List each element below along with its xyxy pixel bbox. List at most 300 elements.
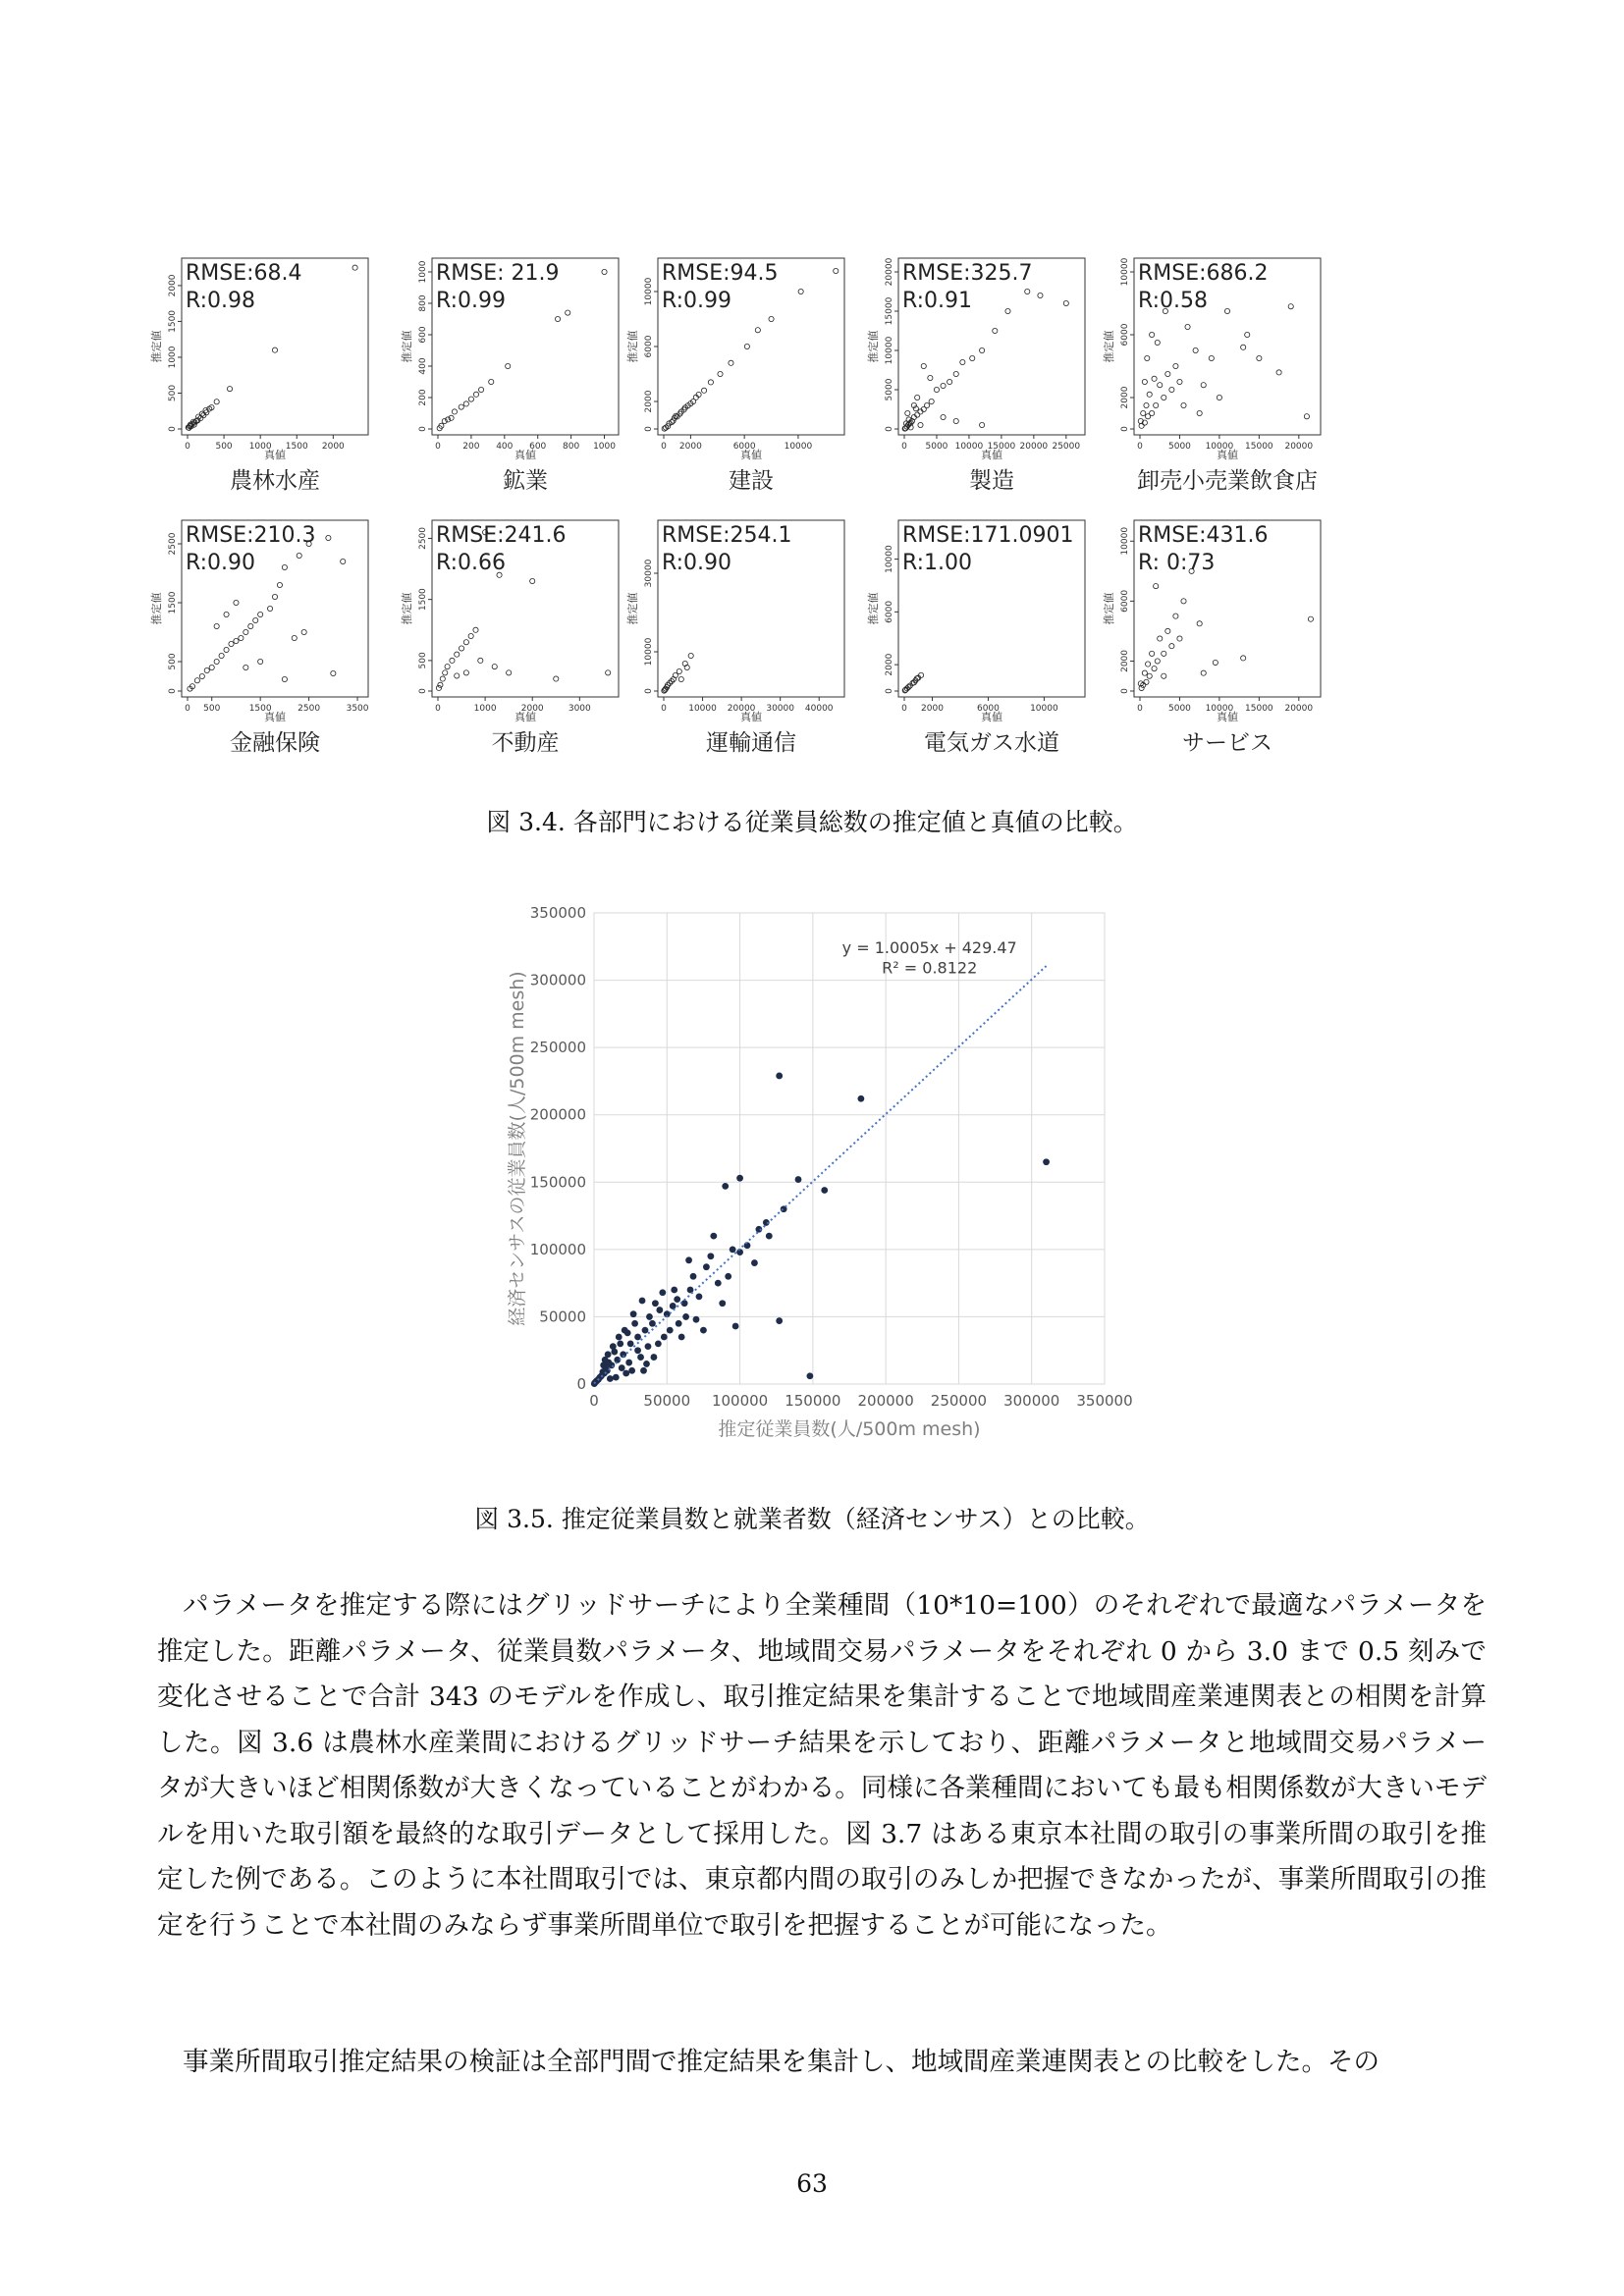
y-tick-label: 1500 (168, 591, 178, 614)
data-point (1201, 670, 1206, 675)
figure-3-5-caption: 図 3.5. 推定従業員数と就業者数（経済センサス）との比較。 (474, 1505, 1150, 1533)
y-tick-label: 150000 (529, 1173, 586, 1192)
data-point (980, 347, 985, 352)
data-point (1162, 651, 1166, 656)
data-point (214, 400, 219, 404)
data-point (857, 1095, 864, 1102)
data-point (1165, 628, 1170, 633)
x-tick-label: 0 (435, 704, 441, 714)
data-point (623, 1370, 629, 1377)
data-point (566, 310, 570, 315)
y-tick-label: 2500 (418, 526, 428, 550)
data-point (690, 1273, 697, 1280)
data-point (678, 676, 683, 681)
data-point (326, 535, 331, 540)
scatter-panel-2 (400, 258, 619, 494)
x-tick-label: 3000 (568, 704, 591, 714)
y-axis-label: 推定値 (401, 592, 413, 625)
data-point (282, 564, 287, 569)
y-tick-label: 2000 (1120, 386, 1130, 409)
data-point (1201, 383, 1206, 388)
x-tick-label: 0 (661, 704, 667, 714)
data-point (1152, 666, 1157, 670)
x-tick-label: 500 (215, 442, 233, 452)
x-tick-label: 1000 (593, 442, 616, 452)
data-point (258, 659, 263, 664)
x-tick-label: 1500 (248, 704, 272, 714)
data-point (659, 1289, 666, 1296)
scatter-panel-3 (625, 258, 844, 494)
data-point (1165, 371, 1170, 376)
y-tick-label: 1000 (418, 260, 428, 284)
x-axis-label: 真値 (264, 449, 286, 461)
data-point (607, 1375, 614, 1382)
r-label: R:0.98 (186, 289, 256, 313)
x-tick-label: 30000 (766, 704, 794, 714)
data-point (744, 344, 749, 348)
data-point (710, 1233, 717, 1240)
sector-label: 建設 (729, 468, 774, 494)
x-tick-label: 5000 (1168, 704, 1191, 714)
x-axis-label: 真値 (981, 711, 1002, 723)
data-point (555, 316, 560, 321)
data-point (445, 665, 450, 669)
y-tick-label: 1000 (168, 346, 178, 369)
data-point (1173, 614, 1178, 618)
x-tick-label: 200 (462, 442, 480, 452)
scatter-panel-8 (625, 520, 844, 756)
y-tick-label: 500 (418, 652, 428, 669)
data-point (769, 316, 774, 321)
y-tick-label: 0 (418, 688, 428, 694)
data-point (554, 676, 559, 681)
data-point (617, 1340, 623, 1347)
x-tick-label: 0 (901, 704, 907, 714)
x-tick-label: 10000 (1030, 704, 1058, 714)
scatter-panel-10 (1102, 520, 1321, 756)
data-point (656, 1307, 663, 1313)
data-point (1025, 289, 1030, 294)
data-point (438, 682, 443, 687)
data-point (1162, 395, 1166, 400)
sector-label: 農林水産 (230, 468, 320, 494)
data-point (227, 386, 232, 391)
data-point (1158, 383, 1163, 388)
data-point (272, 347, 277, 352)
x-tick-label: 0 (185, 704, 190, 714)
data-point (736, 1175, 743, 1182)
body-paragraph-1: パラメータを推定する際にはグリッドサーチにより全業種間（10*10=100）のそれぞれで最適なパラメータを推定した。距離パラメータ、従業員数パラメータ、地域間交易パラメータをそれぞれ 0 から 3.0 まで 0.5 刻みで変化させることで合計 343 のモデルを作成し、取引推定結果を集計することで地域間産業連関表との相関を計算した。図 3.6 は農林水産業間におけるグリッドサーチ結果を示しており、距離パラメータと地域間交易パラメータが大きいほど相関係数が大きくなっていることがわかる。同様に各業種間においても最も相関係数が大きいモデルを用いた取引額を最終的な取引データとして採用した。図 3.7 はある東京本社間の取引の事業所間の取引を推定した例である。このように本社間取引では、東京都内間の取引のみしか把握できなかったが、事業所間取引の推定を行うことで本社間のみならず事業所間単位で取引を把握することが可能になった。 (157, 1590, 1487, 1941)
y-tick-label: 20000 (885, 257, 894, 287)
data-point (934, 387, 939, 392)
x-tick-label: 600 (529, 442, 547, 452)
x-tick-label: 20000 (1284, 442, 1314, 452)
data-point (600, 1362, 607, 1368)
data-point (1197, 410, 1202, 415)
data-point (1043, 1158, 1050, 1165)
data-point (707, 1253, 714, 1259)
data-point (297, 553, 301, 558)
data-point (640, 1367, 647, 1374)
y-axis-label: 推定値 (1103, 592, 1115, 625)
x-tick-label: 10000 (954, 442, 984, 452)
data-point (1158, 636, 1163, 641)
data-point (622, 1327, 628, 1334)
x-tick-label: 10000 (784, 442, 813, 452)
x-tick-label: 150000 (785, 1392, 841, 1410)
r-label: R:0.90 (662, 551, 732, 575)
data-point (719, 1300, 726, 1307)
data-point (292, 635, 297, 640)
data-point (492, 665, 497, 669)
data-point (506, 363, 511, 368)
y-tick-label: 200000 (529, 1105, 586, 1124)
data-point (655, 1340, 662, 1347)
x-axis-label: 真値 (264, 711, 286, 723)
data-point (980, 422, 985, 427)
rmse-label: RMSE:686.2 (1138, 261, 1269, 286)
data-point (688, 653, 693, 658)
y-tick-label: 800 (418, 294, 428, 312)
data-point (1038, 293, 1043, 297)
x-tick-label: 20000 (727, 704, 756, 714)
x-tick-label: 15000 (987, 442, 1016, 452)
x-tick-label: 1500 (285, 442, 308, 452)
y-axis-label: 推定値 (150, 592, 163, 625)
y-tick-label: 2000 (168, 274, 178, 297)
x-tick-label: 10000 (688, 704, 717, 714)
sector-label: 製造 (969, 468, 1014, 494)
scatter-panel-5 (1102, 257, 1321, 494)
scatter-panel-4 (866, 257, 1085, 494)
rmse-label: RMSE:171.0901 (902, 523, 1074, 548)
data-point (1145, 662, 1150, 667)
x-tick-label: 500 (203, 704, 221, 714)
y-tick-label: 0 (644, 688, 654, 694)
y-tick-label: 0 (1120, 426, 1130, 432)
data-point (627, 1340, 634, 1347)
scatter-panel-9 (866, 520, 1085, 756)
r-label: R:0.99 (436, 289, 507, 313)
data-point (224, 647, 229, 652)
data-point (244, 629, 248, 634)
data-point (1147, 673, 1152, 678)
data-point (625, 1360, 632, 1366)
y-tick-label: 0 (885, 688, 894, 694)
data-point (199, 673, 204, 678)
data-point (301, 629, 306, 634)
y-tick-label: 50000 (539, 1308, 586, 1326)
data-point (1209, 355, 1214, 360)
data-point (463, 401, 468, 406)
rmse-label: RMSE: 21.9 (436, 261, 560, 286)
data-point (730, 1246, 736, 1253)
x-tick-label: 0 (1137, 704, 1143, 714)
y-tick-label: 6000 (1120, 323, 1130, 347)
data-point (722, 1183, 729, 1190)
x-tick-label: 2000 (520, 704, 544, 714)
data-point (821, 1187, 828, 1194)
data-point (1005, 308, 1010, 313)
y-tick-label: 10000 (1120, 526, 1130, 556)
y-tick-label: 10000 (644, 277, 654, 306)
data-point (643, 1361, 650, 1367)
data-point (1144, 679, 1149, 684)
data-point (1288, 304, 1293, 309)
x-tick-label: 20000 (1284, 704, 1314, 714)
data-point (628, 1367, 635, 1374)
data-point (602, 269, 607, 274)
data-point (696, 1293, 703, 1300)
x-tick-label: 2000 (678, 442, 702, 452)
data-point (1304, 414, 1309, 419)
data-point (436, 685, 441, 690)
y-axis-label: 推定値 (867, 592, 880, 625)
rmse-label: RMSE:431.6 (1138, 523, 1269, 548)
x-tick-label: 20000 (1019, 442, 1049, 452)
data-point (1224, 308, 1229, 313)
data-point (701, 388, 706, 393)
data-point (606, 670, 611, 675)
data-point (530, 578, 535, 583)
y-axis-title: 経済センサスの従業員数(人/500m mesh) (507, 971, 528, 1326)
sector-label: 金融保険 (230, 730, 320, 756)
y-tick-label: 10000 (885, 336, 894, 365)
data-point (253, 617, 258, 622)
data-point (272, 594, 277, 599)
y-tick-label: 2000 (644, 390, 654, 413)
data-point (204, 667, 209, 672)
x-tick-label: 1000 (473, 704, 497, 714)
data-point (463, 640, 468, 645)
page-number: 63 (796, 2169, 828, 2198)
data-point (1217, 395, 1221, 400)
data-point (459, 404, 463, 409)
r-label: R:0.91 (902, 289, 973, 313)
y-axis-label: 推定値 (626, 592, 639, 625)
plot-area (507, 904, 1133, 1440)
data-point (953, 371, 958, 376)
x-tick-label: 400 (496, 442, 514, 452)
data-point (1139, 423, 1144, 428)
data-point (1154, 583, 1159, 588)
data-point (455, 652, 460, 657)
rmse-label: RMSE:325.7 (902, 261, 1033, 286)
data-point (1177, 379, 1182, 384)
y-tick-label: 30000 (644, 559, 654, 588)
rmse-label: RMSE:94.5 (662, 261, 779, 286)
data-point (725, 1273, 731, 1280)
x-tick-label: 5000 (925, 442, 948, 452)
data-point (729, 360, 733, 365)
y-tick-label: 6000 (644, 335, 654, 358)
x-tick-label: 6000 (976, 704, 1000, 714)
data-point (718, 371, 723, 376)
data-point (1241, 656, 1246, 661)
x-tick-label: 3500 (346, 704, 369, 714)
data-point (1147, 392, 1152, 397)
data-point (452, 409, 457, 414)
data-point (960, 359, 965, 364)
sector-label: 運輸通信 (706, 730, 796, 756)
data-point (1177, 636, 1182, 641)
data-point (1162, 673, 1166, 678)
y-tick-label: 500 (168, 384, 178, 402)
data-point (953, 418, 958, 423)
y-tick-label: 10000 (1120, 257, 1130, 287)
body-paragraph-2: 事業所間取引推定結果の検証は全部門間で推定結果を集計し、地域間産業連関表との比較をした。その (183, 2047, 1380, 2077)
data-point (616, 1334, 623, 1341)
rmse-label: RMSE:68.4 (186, 261, 302, 286)
rmse-label: RMSE:254.1 (662, 523, 792, 548)
data-point (610, 1343, 617, 1350)
data-point (1245, 332, 1250, 337)
data-point (478, 658, 483, 663)
trend-r2: R² = 0.8122 (882, 958, 978, 978)
data-point (682, 1313, 689, 1320)
data-point (834, 268, 839, 273)
data-point (941, 414, 946, 419)
x-tick-label: 350000 (1076, 1392, 1133, 1410)
x-tick-label: 800 (563, 442, 580, 452)
data-point (244, 665, 248, 669)
data-point (468, 633, 473, 638)
x-tick-label: 0 (1137, 442, 1143, 452)
data-point (795, 1176, 802, 1183)
y-tick-label: 0 (885, 426, 894, 432)
data-point (715, 1280, 722, 1287)
x-tick-label: 2000 (921, 704, 944, 714)
data-point (224, 612, 229, 616)
y-tick-label: 0 (418, 426, 428, 432)
x-tick-label: 50000 (643, 1392, 691, 1410)
x-tick-label: 15000 (1245, 704, 1273, 714)
scatter-panel-6 (149, 520, 369, 756)
y-tick-label: 6000 (1120, 589, 1130, 613)
data-point (194, 678, 199, 683)
data-point (630, 1310, 637, 1317)
data-point (693, 1316, 700, 1323)
x-tick-label: 15000 (1245, 442, 1273, 452)
data-point (905, 410, 910, 415)
data-point (331, 670, 336, 675)
data-point (1145, 355, 1150, 360)
scatter-panel-1 (149, 258, 368, 494)
y-tick-label: 10000 (644, 637, 654, 667)
data-point (459, 646, 463, 651)
data-point (646, 1313, 653, 1320)
data-point (776, 1073, 783, 1080)
data-point (631, 1320, 638, 1327)
data-point (201, 413, 206, 418)
data-point (921, 363, 926, 368)
data-point (670, 1303, 677, 1309)
data-point (637, 1354, 644, 1361)
data-point (352, 265, 357, 270)
y-tick-label: 0 (644, 426, 654, 432)
data-point (463, 670, 468, 675)
data-point (645, 1343, 652, 1350)
data-point (229, 641, 234, 646)
data-point (1257, 355, 1262, 360)
data-point (708, 380, 713, 385)
data-point (798, 289, 803, 294)
data-point (732, 1323, 739, 1330)
y-tick-label: 10000 (885, 545, 894, 573)
data-point (478, 387, 483, 392)
y-axis-label: 推定値 (401, 330, 413, 363)
data-point (473, 627, 478, 632)
data-point (1142, 670, 1147, 675)
data-point (667, 1327, 674, 1334)
data-point (219, 653, 224, 658)
data-point (234, 638, 239, 643)
y-tick-label: 0 (168, 688, 178, 694)
y-axis-label: 推定値 (626, 330, 639, 363)
data-point (1141, 410, 1146, 415)
r-label: R:1.00 (902, 551, 973, 575)
data-point (440, 676, 445, 681)
figure-3-4-panels (147, 250, 1453, 780)
y-tick-label: 300000 (529, 971, 586, 989)
y-tick-label: 0 (168, 426, 178, 432)
y-axis-label: 推定値 (1103, 330, 1115, 363)
data-point (450, 658, 455, 663)
data-point (341, 559, 346, 563)
data-point (1276, 370, 1281, 375)
y-tick-label: 2500 (168, 532, 178, 556)
data-point (248, 623, 253, 628)
data-point (1181, 599, 1186, 604)
data-point (918, 422, 923, 427)
rmse-label: RMSE:241.6 (436, 523, 567, 548)
data-point (766, 1233, 773, 1240)
x-tick-label: 200000 (857, 1392, 914, 1410)
data-point (941, 383, 946, 388)
data-point (1063, 300, 1068, 305)
scatter-panel-7 (400, 520, 619, 756)
data-point (1150, 332, 1155, 337)
figure-3-4 (147, 250, 1453, 780)
x-tick-label: 10000 (1205, 704, 1234, 714)
data-point (1181, 402, 1186, 407)
data-point (677, 668, 681, 673)
y-tick-label: 1500 (168, 309, 178, 333)
data-point (1169, 644, 1174, 649)
data-point (468, 397, 473, 401)
x-tick-label: 5000 (1168, 442, 1191, 452)
y-axis-label: 推定値 (867, 330, 880, 363)
data-point (674, 1296, 680, 1303)
data-point (214, 659, 219, 664)
data-point (703, 1263, 710, 1270)
figure-3-5 (471, 888, 1159, 1487)
y-tick-label: 600 (418, 326, 428, 344)
x-axis-label: 真値 (514, 711, 536, 723)
trendline (594, 966, 1047, 1383)
data-point (443, 670, 448, 675)
data-point (1173, 363, 1178, 368)
y-tick-label: 250000 (529, 1039, 586, 1057)
data-point (234, 600, 239, 605)
data-point (282, 676, 287, 681)
data-point (1142, 379, 1147, 384)
figure-3-5-chart (471, 888, 1159, 1487)
y-tick-label: 1500 (418, 588, 428, 612)
data-point (1155, 659, 1160, 664)
r-label: R:0.90 (186, 551, 256, 575)
data-point (661, 1334, 668, 1341)
